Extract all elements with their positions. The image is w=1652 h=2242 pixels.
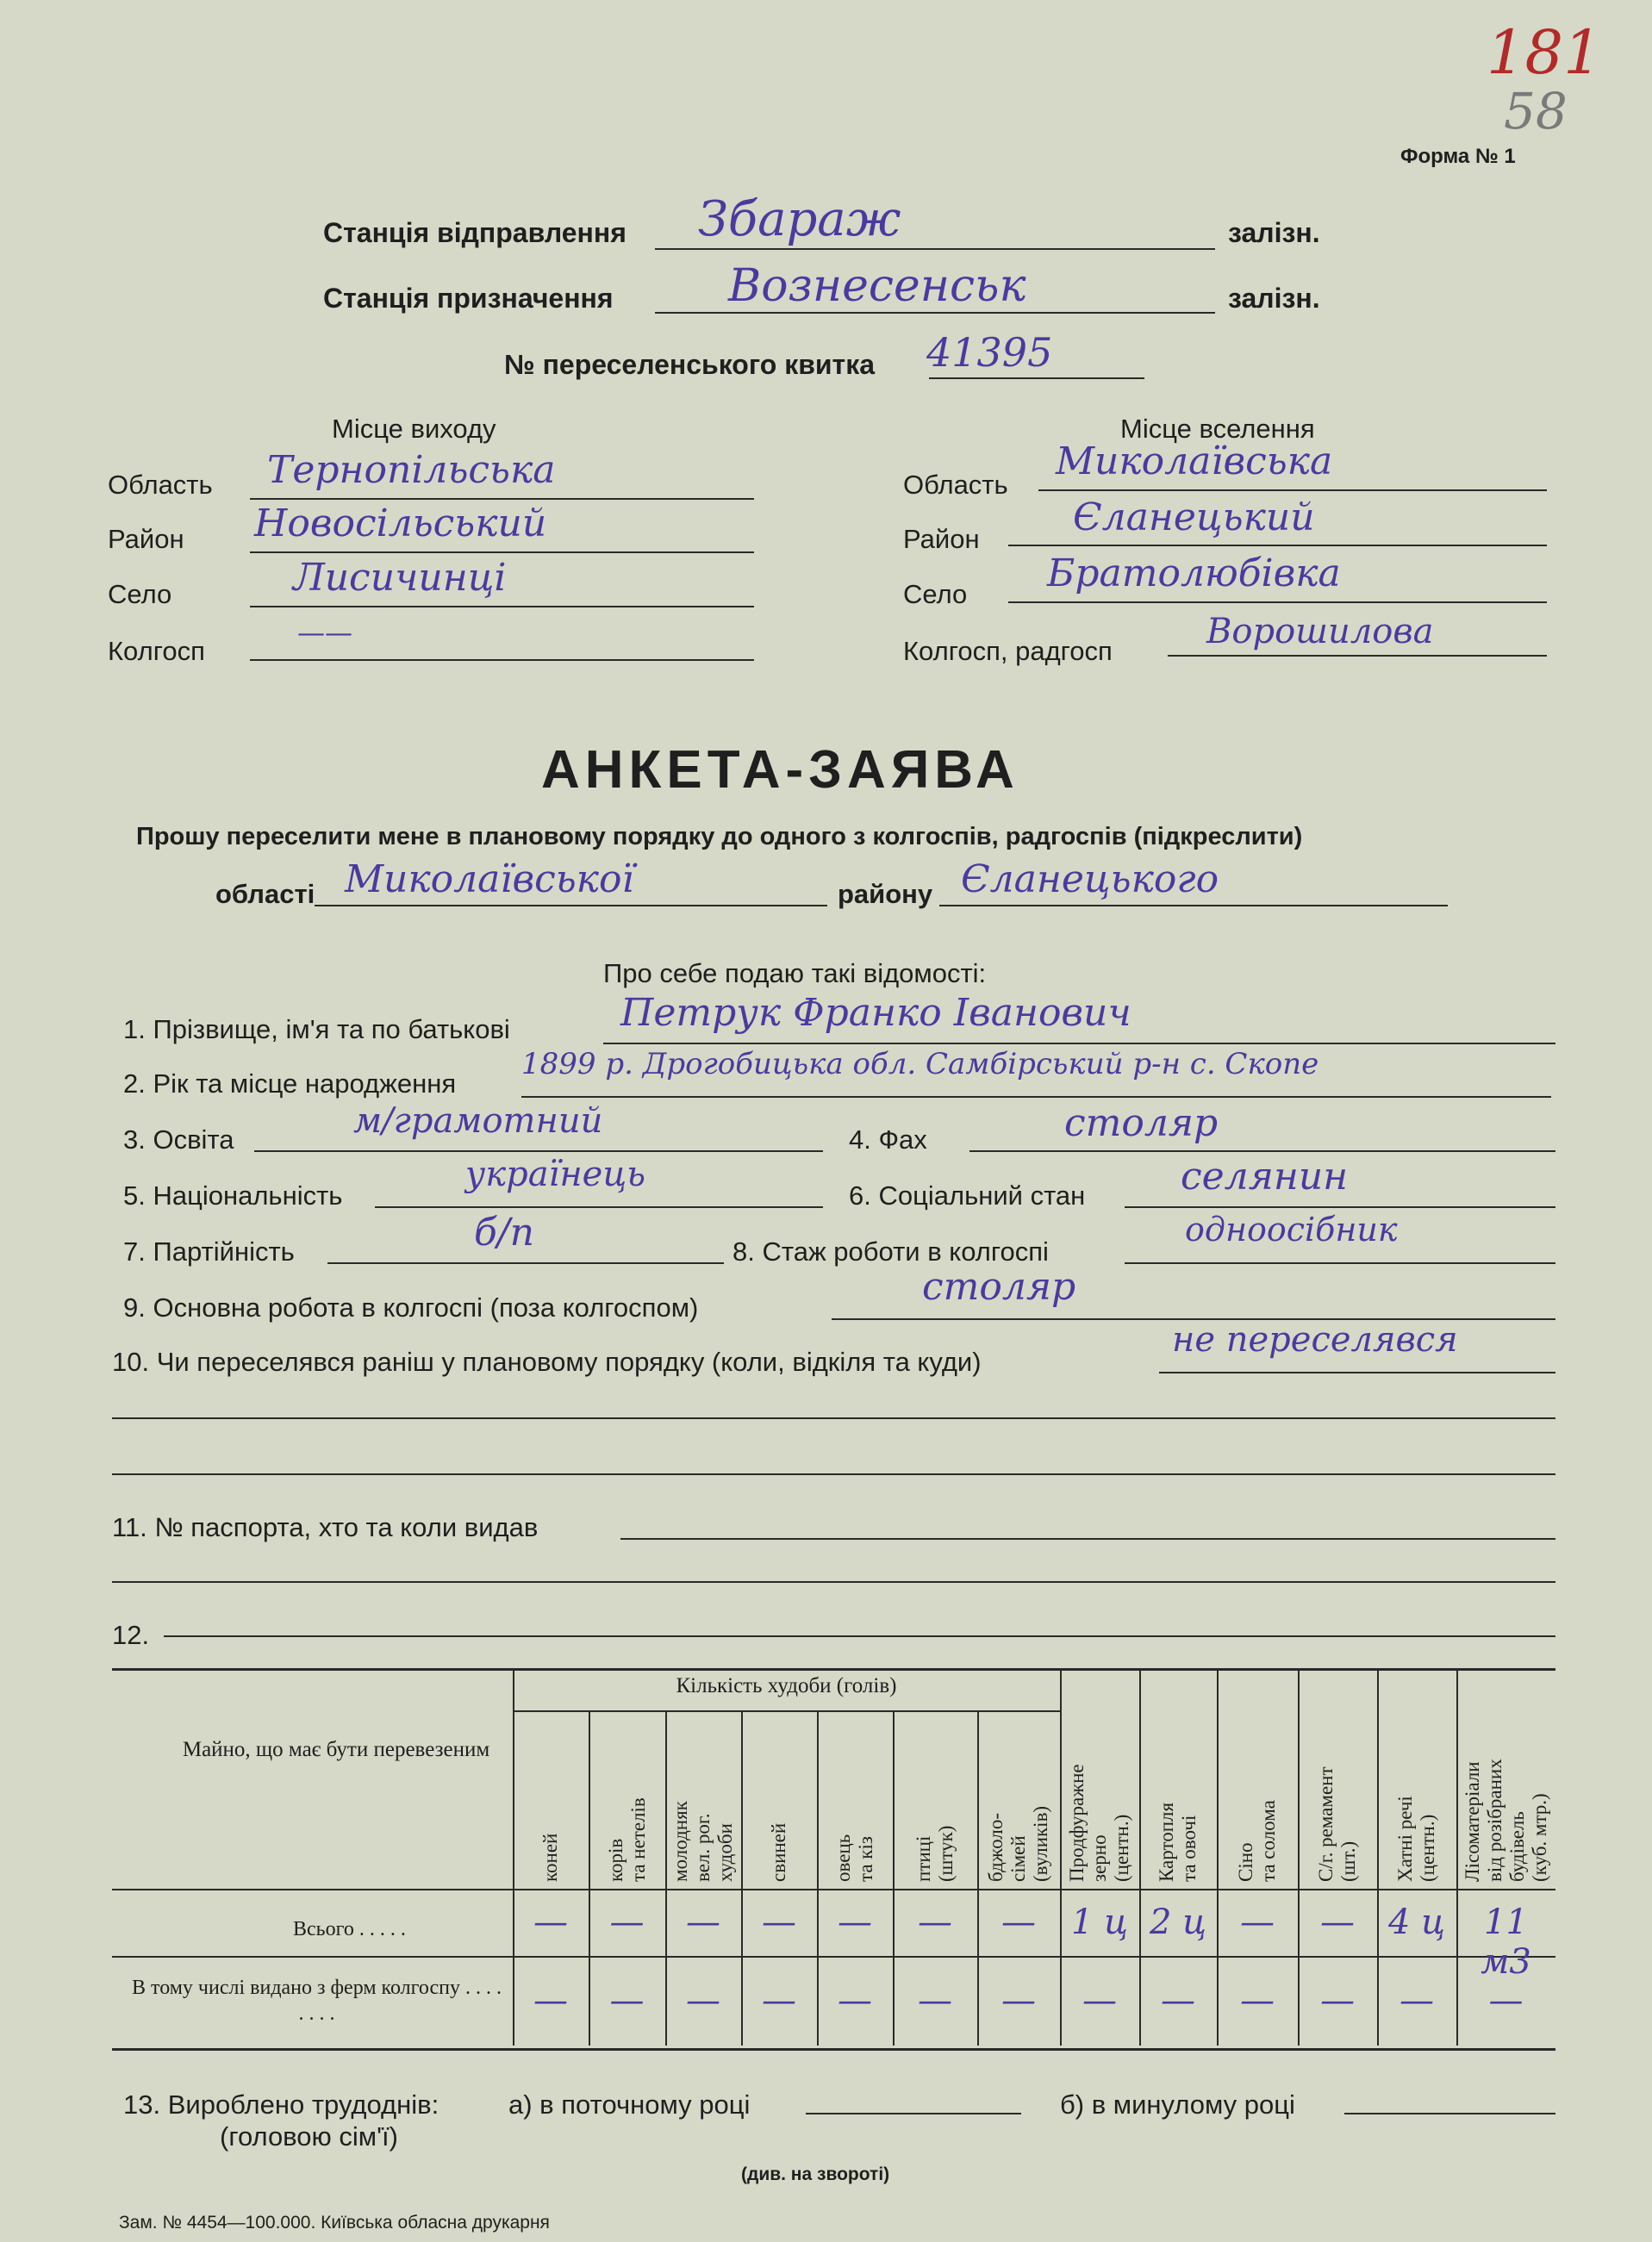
field-11-extra-line bbox=[112, 1581, 1555, 1583]
table-cell-farm[interactable]: — bbox=[1488, 1981, 1524, 2021]
departure-value[interactable]: Збараж bbox=[698, 191, 901, 247]
destination-selo-label: Село bbox=[903, 579, 968, 609]
table-header-divider bbox=[112, 1889, 1555, 1890]
form-title: АНКЕТА-ЗАЯВА bbox=[541, 740, 1019, 800]
table-cell-farm[interactable]: — bbox=[1161, 1981, 1195, 2021]
field-2-line bbox=[521, 1096, 1551, 1098]
field-4-line bbox=[969, 1150, 1555, 1152]
origin-raion-label: Район bbox=[108, 524, 184, 554]
field-4-value[interactable]: столяр bbox=[1064, 1101, 1219, 1145]
table-cell-farm[interactable]: — bbox=[609, 1981, 645, 2021]
archive-number-top: 181 bbox=[1487, 17, 1602, 88]
table-cell-farm[interactable]: — bbox=[1320, 1981, 1355, 2021]
field-6-value[interactable]: селянин bbox=[1181, 1155, 1349, 1199]
field-3-line bbox=[254, 1150, 823, 1152]
field-10-extra-line-1 bbox=[112, 1417, 1555, 1419]
origin-title: Місце виходу bbox=[332, 414, 496, 444]
table-cell-farm[interactable]: — bbox=[918, 1981, 952, 2021]
origin-selo-value[interactable]: Лисичинці bbox=[293, 556, 507, 600]
field-1-line bbox=[603, 1043, 1555, 1044]
field-10-extra-line-2 bbox=[112, 1473, 1555, 1475]
table-column-header: молодняк вел. рог. худоби bbox=[670, 1801, 736, 1882]
table-column-header: Хатні речі (центн.) bbox=[1394, 1796, 1438, 1882]
field-2-value[interactable]: 1899 р. Дрогобицька обл. Самбірський р-н с. Скопе bbox=[521, 1047, 1319, 1081]
table-column-header: Сіно та солома bbox=[1235, 1800, 1279, 1882]
table-column-header: Продфуражне зерно (центн.) bbox=[1066, 1764, 1132, 1882]
request-raion-value[interactable]: Єланецького bbox=[961, 857, 1219, 901]
origin-selo-line bbox=[250, 606, 754, 607]
field-8-value[interactable]: одноосібник bbox=[1185, 1211, 1398, 1249]
request-oblast-value[interactable]: Миколаївської bbox=[345, 857, 634, 901]
table-cell-total[interactable]: — bbox=[686, 1903, 720, 1942]
field-10-line bbox=[1159, 1372, 1555, 1373]
origin-kolhosp-value[interactable]: —— bbox=[297, 616, 352, 649]
origin-kolhosp-line bbox=[250, 659, 754, 661]
request-line: Прошу переселити мене в плановому порядку до одного з колгоспів, радгоспів (підкреслити) bbox=[136, 823, 1303, 850]
table-cell-total[interactable]: 2 ц bbox=[1149, 1903, 1207, 1942]
field-7-line bbox=[327, 1262, 724, 1264]
field-6-line bbox=[1125, 1206, 1555, 1208]
field-7-value[interactable]: б/п bbox=[474, 1211, 535, 1255]
workdays-current-line bbox=[806, 2113, 1021, 2114]
ticket-line bbox=[929, 377, 1144, 379]
destination-kolhosp-value[interactable]: Ворошилова bbox=[1206, 612, 1434, 651]
about-heading: Про себе подаю такі відомості: bbox=[603, 958, 987, 988]
table-cell-farm[interactable]: — bbox=[686, 1981, 720, 2021]
destination-kolhosp-label: Колгосп, радгосп bbox=[903, 636, 1113, 666]
destination-selo-value[interactable]: Братолюбівка bbox=[1047, 551, 1341, 595]
origin-oblast-label: Область bbox=[108, 470, 213, 500]
field-5-value[interactable]: українець bbox=[465, 1155, 646, 1194]
field-6-label: 6. Соціальний стан bbox=[849, 1180, 1086, 1211]
table-cell-farm[interactable]: — bbox=[533, 1981, 568, 2021]
table-cell-total[interactable]: 1 ц bbox=[1070, 1903, 1129, 1942]
printer-info: Зам. № 4454—100.000. Київська обласна друкарня bbox=[119, 2213, 550, 2233]
table-cell-total[interactable]: — bbox=[609, 1903, 645, 1942]
destination-line bbox=[655, 312, 1215, 314]
table-column-header: С/г. ремамент (шт.) bbox=[1315, 1766, 1359, 1882]
ticket-label: № переселенського квитка bbox=[504, 349, 876, 380]
destination-raion-label: Район bbox=[903, 524, 980, 554]
departure-rail-suffix: залізн. bbox=[1228, 217, 1320, 248]
field-5-line bbox=[375, 1206, 823, 1208]
destination-oblast-line bbox=[1038, 489, 1547, 491]
request-raion-label: району bbox=[838, 879, 933, 909]
table-cell-total[interactable]: — bbox=[1320, 1903, 1355, 1942]
origin-oblast-value[interactable]: Тернопільська bbox=[267, 448, 556, 492]
table-cell-farm[interactable]: — bbox=[1082, 1981, 1117, 2021]
field-7-label: 7. Партійність bbox=[123, 1236, 295, 1267]
table-cell-farm[interactable]: — bbox=[1400, 1981, 1434, 2021]
field-8-line bbox=[1125, 1262, 1555, 1264]
archive-number-bottom: 58 bbox=[1504, 82, 1568, 140]
form-number: Форма № 1 bbox=[1400, 145, 1516, 168]
destination-raion-line bbox=[1008, 545, 1547, 546]
destination-title: Місце вселення bbox=[1120, 414, 1315, 444]
table-column-header: птиці (штук) bbox=[913, 1825, 957, 1882]
field-1-value[interactable]: Петрук Франко Іванович bbox=[620, 991, 1131, 1035]
field-12-line bbox=[164, 1635, 1555, 1637]
field-1-label: 1. Прізвище, ім'я та по батькові bbox=[123, 1014, 510, 1044]
field-3-label: 3. Освіта bbox=[123, 1124, 234, 1155]
table-column-header: Картопля та овочі bbox=[1156, 1802, 1200, 1882]
livestock-header: Кількість худоби (голів) bbox=[676, 1674, 897, 1697]
request-raion-line bbox=[939, 905, 1448, 906]
table-column-header: свиней bbox=[768, 1822, 789, 1882]
field-12-label: 12. bbox=[112, 1620, 150, 1650]
table-cell-total[interactable]: 4 ц bbox=[1387, 1903, 1446, 1942]
workdays-sub: (головою сім'ї) bbox=[220, 2121, 398, 2152]
row-total-label: Всього . . . . . bbox=[293, 1918, 406, 1940]
field-8-label: 8. Стаж роботи в колгоспі bbox=[732, 1236, 1049, 1267]
table-column-header: коней bbox=[539, 1833, 561, 1882]
field-2-label: 2. Рік та місце народження bbox=[123, 1068, 457, 1099]
property-header: Майно, що має бути перевезеним bbox=[182, 1738, 490, 1761]
destination-raion-value[interactable]: Єланецький bbox=[1073, 495, 1315, 539]
table-cell-total[interactable]: — bbox=[1240, 1903, 1275, 1942]
workdays-previous-label: б) в минулому році bbox=[1060, 2089, 1295, 2120]
origin-kolhosp-label: Колгосп bbox=[108, 636, 205, 666]
request-oblast-line bbox=[315, 905, 827, 906]
ticket-value[interactable]: 41395 bbox=[926, 329, 1053, 376]
destination-rail-suffix: залізн. bbox=[1228, 283, 1320, 314]
destination-selo-line bbox=[1008, 601, 1547, 603]
reverse-note: (див. на звороті) bbox=[741, 2164, 890, 2184]
destination-kolhosp-line bbox=[1168, 655, 1547, 657]
workdays-previous-line bbox=[1344, 2113, 1555, 2114]
table-cell-farm[interactable]: — bbox=[1240, 1981, 1275, 2021]
table-column-header: овець та кіз bbox=[832, 1834, 876, 1882]
origin-selo-label: Село bbox=[108, 579, 172, 609]
table-cell-total[interactable]: — bbox=[762, 1903, 796, 1942]
destination-value[interactable]: Вознесенськ bbox=[728, 260, 1026, 312]
table-cell-total[interactable]: — bbox=[1001, 1903, 1036, 1942]
table-cell-farm[interactable]: — bbox=[1001, 1981, 1036, 2021]
origin-raion-line bbox=[250, 551, 754, 553]
departure-line bbox=[655, 248, 1215, 250]
field-9-value[interactable]: столяр bbox=[922, 1265, 1076, 1309]
destination-oblast-value[interactable]: Миколаївська bbox=[1056, 439, 1333, 483]
table-cell-total[interactable]: 11 м3 bbox=[1481, 1903, 1531, 1982]
field-10-value[interactable]: не переселявся bbox=[1172, 1320, 1458, 1360]
origin-raion-value[interactable]: Новосільський bbox=[254, 501, 547, 545]
request-oblast-label: області bbox=[215, 879, 315, 909]
table-cell-total[interactable]: — bbox=[533, 1903, 568, 1942]
origin-oblast-line bbox=[250, 498, 754, 500]
field-9-label: 9. Основна робота в колгоспі (поза колгоспом) bbox=[123, 1292, 699, 1323]
table-column-header: бджоло- сімей (вуликів) bbox=[985, 1805, 1051, 1882]
field-3-value[interactable]: м/грамотний bbox=[353, 1101, 603, 1141]
field-5-label: 5. Національність bbox=[123, 1180, 343, 1211]
departure-label: Станція відправлення bbox=[323, 217, 627, 248]
destination-oblast-label: Область bbox=[903, 470, 1008, 500]
table-cell-total[interactable]: — bbox=[838, 1903, 872, 1942]
workdays-label: 13. Вироблено трудоднів: bbox=[123, 2089, 439, 2120]
row-farm-label: В тому числі видано з ферм колгоспу . . . . . . . . bbox=[132, 1977, 502, 2025]
workdays-current-label: а) в поточному році bbox=[508, 2089, 751, 2120]
table-column-header: Лісоматеріали від розібраних будівель (куб. мтр.) bbox=[1461, 1759, 1550, 1882]
table-cell-farm[interactable]: — bbox=[762, 1981, 796, 2021]
table-cell-farm[interactable]: — bbox=[838, 1981, 872, 2021]
table-row-divider bbox=[112, 1956, 1555, 1958]
field-10-label: 10. Чи переселявся раніш у плановому порядку (коли, відкіля та куди) bbox=[112, 1347, 982, 1377]
table-cell-total[interactable]: — bbox=[918, 1903, 952, 1942]
livestock-header-divider bbox=[513, 1710, 1060, 1712]
destination-label: Станція призначення bbox=[323, 283, 614, 314]
field-4-label: 4. Фах bbox=[849, 1124, 927, 1155]
field-11-label: 11. № паспорта, хто та коли видав bbox=[112, 1512, 539, 1542]
table-column-header: корів та нетелів bbox=[604, 1797, 649, 1882]
field-11-line bbox=[620, 1538, 1555, 1540]
